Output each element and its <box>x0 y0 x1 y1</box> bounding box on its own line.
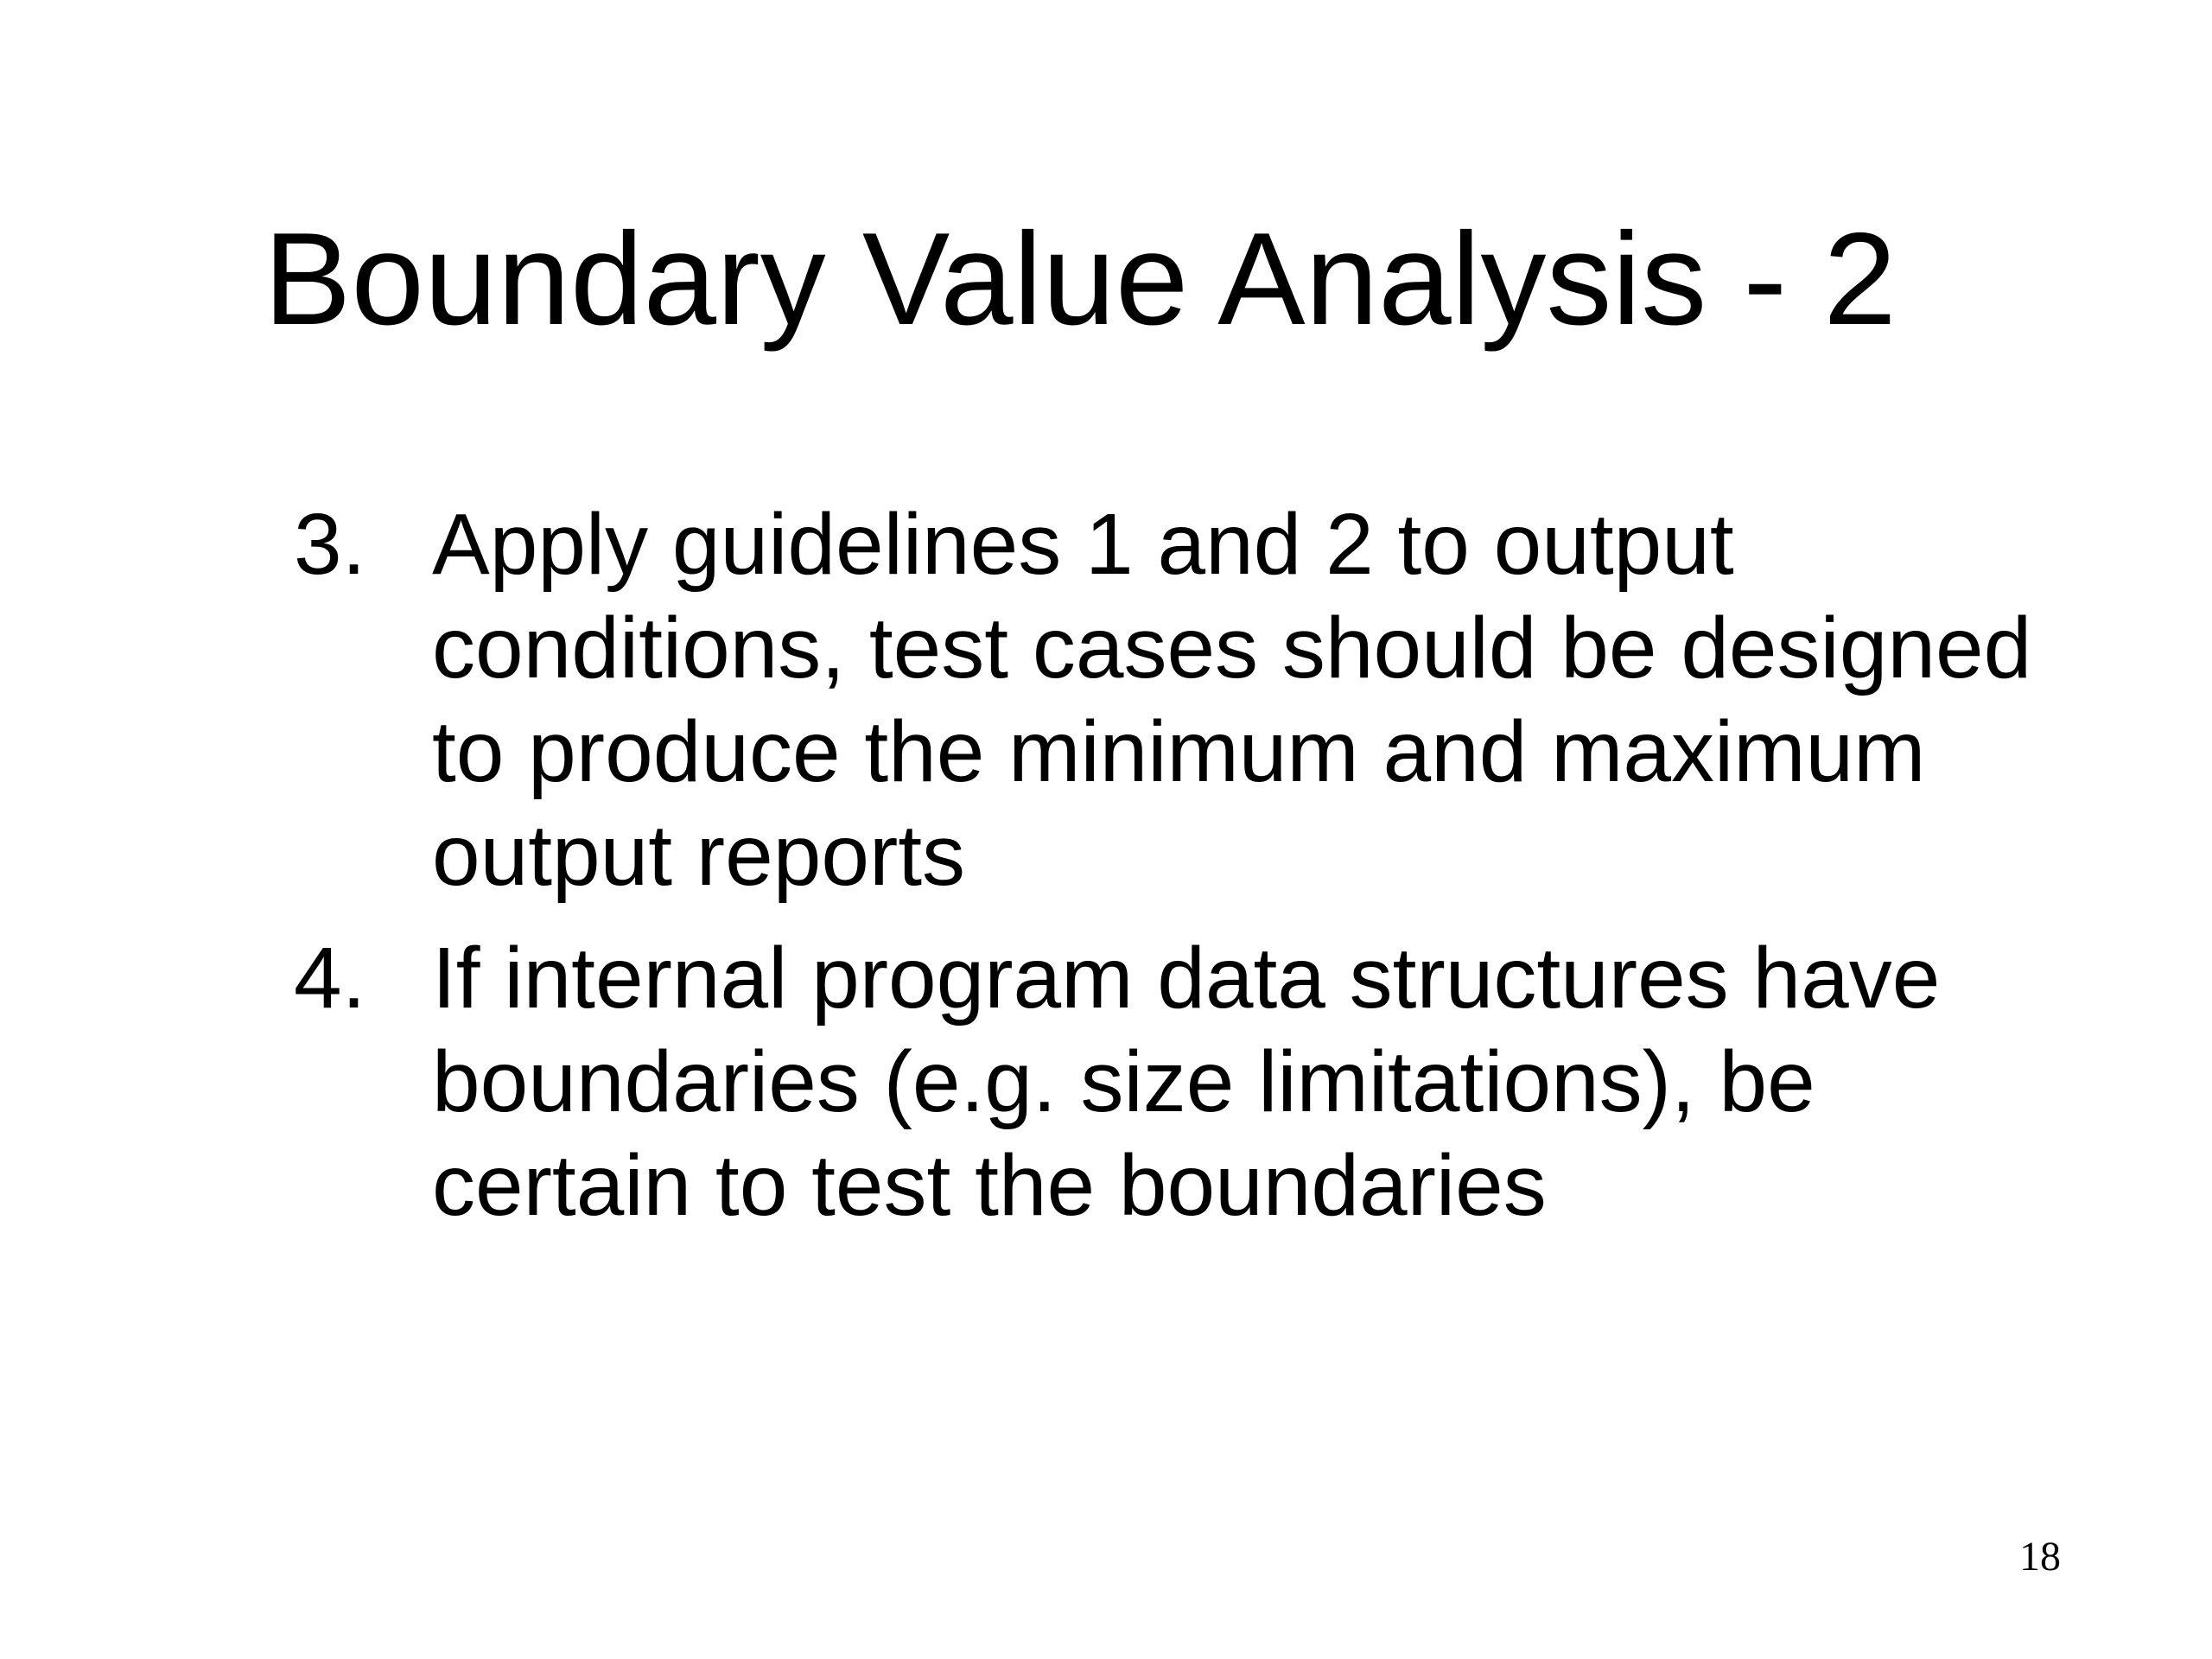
list-item-number: 3. <box>294 496 366 593</box>
list-item-number: 4. <box>294 930 366 1027</box>
list-item-text: If internal program data structures have boundaries (e.g. size limitations), be certain to test the boundaries <box>432 930 1941 1234</box>
guideline-list <box>294 493 2091 1256</box>
list-item-text: Apply guidelines 1 and 2 to output conditions, test cases should be designed to produce the minimum and maximum output reports <box>432 496 2032 904</box>
list-item <box>294 926 2091 1237</box>
list-item <box>294 493 2091 907</box>
slide-title: Boundary Value Analysis - 2 <box>264 206 1897 353</box>
page-number: 18 <box>2019 1534 2061 1580</box>
